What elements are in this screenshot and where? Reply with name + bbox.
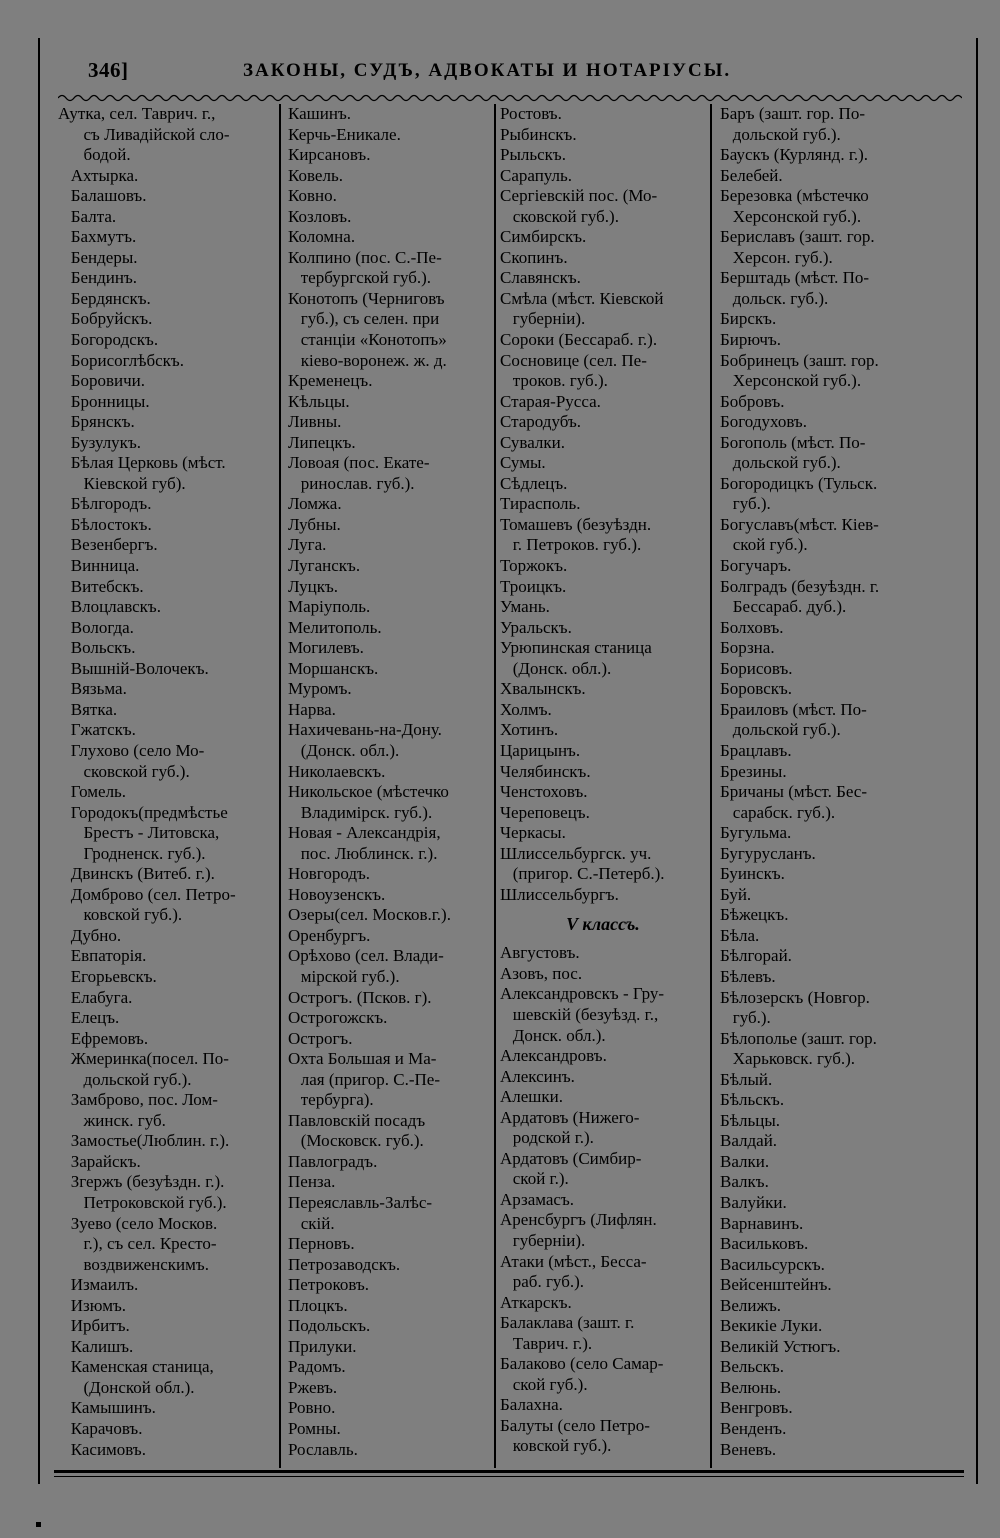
index-entry: Балахна. xyxy=(500,1395,563,1415)
index-entry: Ростовъ. xyxy=(500,104,562,123)
index-entry: Бѣлгородъ. xyxy=(58,494,152,514)
index-entry: (Донск. обл.). xyxy=(500,658,612,678)
index-entry: Владимірск. губ.). xyxy=(288,802,433,822)
index-entry: Августовъ. xyxy=(500,943,580,963)
index-entry: Ржевъ. xyxy=(288,1377,338,1397)
index-entry: Луга. xyxy=(288,535,327,555)
index-entry: Згержъ (безуѣздн. г.). xyxy=(58,1172,225,1192)
index-entry: Бѣльскъ. xyxy=(720,1090,785,1110)
index-entry: Шлиссельбургъ. xyxy=(500,884,619,904)
index-entry: Бобринецъ (зашт. гор. xyxy=(720,350,879,370)
index-entry: Ахтырка. xyxy=(58,165,139,185)
index-entry: пос. Люблинск. г.). xyxy=(288,843,438,863)
index-entry: Сѣдлецъ. xyxy=(500,473,568,493)
index-entry: Могилевъ. xyxy=(288,638,364,658)
index-entry: Муромъ. xyxy=(288,679,352,699)
index-entry: раб. губ.). xyxy=(500,1272,585,1292)
index-entry: Елецъ. xyxy=(58,1008,120,1028)
index-entry: Херсонской губ.). xyxy=(720,371,862,391)
index-entry: Бѣлый. xyxy=(720,1069,773,1089)
index-entry: Никольское (мѣстечко xyxy=(288,782,449,802)
index-entry: г.), съ сел. Кресто- xyxy=(58,1234,217,1254)
header-wavy-rule xyxy=(58,92,962,104)
index-entry: Алешки. xyxy=(500,1087,564,1107)
index-entry: Алексинъ. xyxy=(500,1066,575,1086)
index-entry: Колпино (пос. С.-Пе- xyxy=(288,247,442,267)
index-entry: Харьковск. губ.). xyxy=(720,1049,856,1069)
index-entry: Брезины. xyxy=(720,761,787,781)
index-entry: Маріуполь. xyxy=(288,597,371,617)
index-entry: Нарва. xyxy=(288,699,336,719)
index-entry: Конотопъ (Черниговъ xyxy=(288,288,445,308)
index-entry: Вышній-Волочекъ. xyxy=(58,658,209,678)
index-entry: бодой. xyxy=(58,145,131,165)
index-entry: Острогъ. (Псков. г). xyxy=(288,987,432,1007)
index-entry: Керчь-Еникале. xyxy=(288,124,401,144)
index-entry: Ковель. xyxy=(288,165,343,185)
index-entry: Ромны. xyxy=(288,1419,341,1438)
running-title: ЗАКОНЫ, СУДЪ, АДВОКАТЫ И НОТАРІУСЫ. xyxy=(243,60,732,81)
index-entry: Смѣла (мѣст. Кіевской xyxy=(500,288,664,308)
index-entry: Бирскъ. xyxy=(720,309,777,329)
index-entry: Васильсурскъ. xyxy=(720,1254,825,1274)
index-entry: Донск. обл.). xyxy=(500,1025,606,1045)
index-entry: Богородицкъ (Тульск. xyxy=(720,473,878,493)
index-entry: Симбирскъ. xyxy=(500,227,587,247)
index-entry: Оренбургъ. xyxy=(288,925,371,945)
index-entry: Скопинъ. xyxy=(500,247,568,267)
index-entry: Бѣлозерскъ (Новгор. xyxy=(720,987,870,1007)
index-entry: Кѣльцы. xyxy=(288,391,350,411)
index-entry: шевскій (безуѣзд. г., xyxy=(500,1004,659,1024)
index-entry: Кашинъ. xyxy=(288,104,351,123)
index-entry: Борзна. xyxy=(720,638,775,658)
index-entry: Сарапуль. xyxy=(500,165,573,185)
index-entry: Богородскъ. xyxy=(58,330,159,350)
index-entry: Веневъ. xyxy=(720,1439,777,1459)
index-entry: Болховъ. xyxy=(720,617,784,637)
ink-speck xyxy=(36,1522,41,1527)
index-entry: Бѣла. xyxy=(720,925,760,945)
index-entry: Замостье(Люблин. г.). xyxy=(58,1131,230,1151)
index-entry: Валуйки. xyxy=(720,1192,787,1212)
index-entry: Дубно. xyxy=(58,925,122,945)
index-entry: Векикіе Луки. xyxy=(720,1316,823,1336)
index-entry: Петроковской губ.). xyxy=(58,1192,227,1212)
index-entry: Богучаръ. xyxy=(720,556,792,576)
index-entry: Черкасы. xyxy=(500,823,566,843)
index-entry: Балашовъ. xyxy=(58,186,147,206)
index-entry: ской губ.). xyxy=(500,1374,588,1394)
index-entry: Павловскій посадъ xyxy=(288,1110,426,1130)
index-entry: губ.). xyxy=(720,494,771,514)
index-entry: Велюнь. xyxy=(720,1377,782,1397)
index-entry: Жмеринка(посел. По- xyxy=(58,1049,229,1069)
index-entry: Баускъ (Курлянд. г.). xyxy=(720,145,869,165)
index-entry: Вологда. xyxy=(58,617,134,637)
index-entry: Переяславль-Залѣс- xyxy=(288,1192,433,1212)
index-entry: Балаково (село Самар- xyxy=(500,1354,664,1374)
index-entry: воздвиженскимъ. xyxy=(58,1254,209,1274)
index-entry: Вейсенштейнъ. xyxy=(720,1275,832,1295)
index-entry: Радомъ. xyxy=(288,1357,346,1377)
index-entry: Браиловъ (мѣст. По- xyxy=(720,699,867,719)
index-entry: Бугурусланъ. xyxy=(720,843,816,863)
index-entry: Венденъ. xyxy=(720,1419,787,1438)
index-entry: дольской губ.). xyxy=(720,453,841,473)
index-entry: Шлиссельбургск. уч. xyxy=(500,843,652,863)
index-entry: Перновъ. xyxy=(288,1234,355,1254)
index-entry: Атаки (мѣст., Бесса- xyxy=(500,1251,647,1271)
index-entry: Бобровъ. xyxy=(720,391,785,411)
index-entry: тербургской губ.). xyxy=(288,268,432,288)
index-entry: Вятка. xyxy=(58,699,118,719)
index-entry: Славянскъ. xyxy=(500,268,581,288)
index-entry: Козловъ. xyxy=(288,206,352,226)
bottom-rule xyxy=(54,1470,964,1473)
index-entry: Аутка, сел. Таврич. г., xyxy=(58,104,216,123)
index-entry: Александровъ. xyxy=(500,1046,607,1066)
index-entry: Борисовъ. xyxy=(720,658,793,678)
index-entry: Валдай. xyxy=(720,1131,778,1151)
index-entry: Мелитополь. xyxy=(288,617,382,637)
index-entry: Ломжа. xyxy=(288,494,342,514)
index-entry: дольской губ.). xyxy=(720,720,841,740)
index-entry: Таврич. г.). xyxy=(500,1333,593,1353)
index-entry: Березовка (мѣстечко xyxy=(720,186,869,206)
index-entry: Богодуховъ. xyxy=(720,412,807,432)
index-entry: Ефремовъ. xyxy=(58,1028,149,1048)
index-entry: Урюпинская станица xyxy=(500,638,652,658)
index-entry: Луганскъ. xyxy=(288,556,361,576)
index-entry: губерніи). xyxy=(500,309,586,329)
bottom-rule-thin xyxy=(54,1476,964,1477)
index-entry: станціи «Конотопъ» xyxy=(288,330,447,350)
index-entry: лая (пригор. С.-Пе- xyxy=(288,1069,440,1089)
index-entry: Коломна. xyxy=(288,227,356,247)
index-entry: Каменская станица, xyxy=(58,1357,214,1377)
index-entry: Ровно. xyxy=(288,1398,336,1418)
index-entry: Хотинъ. xyxy=(500,720,559,740)
index-entry: Зарайскъ. xyxy=(58,1151,141,1171)
index-entry: Балуты (село Петро- xyxy=(500,1415,650,1435)
index-entry: Сувалки. xyxy=(500,432,566,452)
index-entry: Челябинскъ. xyxy=(500,761,591,781)
index-entry: Николаевскъ. xyxy=(288,761,386,781)
index-entry: г. Петроков. губ.). xyxy=(500,535,642,555)
index-entry: Острогъ. xyxy=(288,1028,353,1048)
index-entry: Гомель. xyxy=(58,782,127,802)
column-divider xyxy=(710,104,712,1468)
index-entry: Луцкъ. xyxy=(288,576,339,596)
index-entry: губ.). xyxy=(720,1008,771,1028)
index-entry: Петрозаводскъ. xyxy=(288,1254,401,1274)
index-entry: Великій Устюгъ. xyxy=(720,1336,841,1356)
index-entry: Гжатскъ. xyxy=(58,720,136,740)
index-entry: Ковно. xyxy=(288,186,337,206)
index-entry: Камышинъ. xyxy=(58,1398,156,1418)
index-entry: Бендеры. xyxy=(58,247,138,267)
index-entry: Ливны. xyxy=(288,412,342,432)
index-entry: Вязьма. xyxy=(58,679,127,699)
index-entry: Бессараб. дуб.). xyxy=(720,597,847,617)
index-entry: Болградъ (безуѣздн. г. xyxy=(720,576,880,596)
index-entry: Боровичи. xyxy=(58,371,146,391)
index-entry: Васильковъ. xyxy=(720,1234,809,1254)
index-entry: Сосновице (сел. Пе- xyxy=(500,350,647,370)
index-entry: съ Ливадійской сло- xyxy=(58,124,230,144)
index-entry: Херсонской губ.). xyxy=(720,206,862,226)
index-entry: (Донск. обл.). xyxy=(288,740,400,760)
index-entry: Ирбитъ. xyxy=(58,1316,130,1336)
index-entry: Бобруйскъ. xyxy=(58,309,153,329)
index-entry: Ардатовъ (Симбир- xyxy=(500,1148,642,1168)
index-entry: Брестъ - Литовска, xyxy=(58,823,220,843)
index-entry: Рыльскъ. xyxy=(500,145,566,165)
index-entry: Хвалынскъ. xyxy=(500,679,586,699)
index-entry: Карачовъ. xyxy=(58,1419,143,1438)
index-entry: Новая - Александрія, xyxy=(288,823,441,843)
index-entry: ринослав. губ.). xyxy=(288,473,415,493)
index-entry: Замброво, пос. Лом- xyxy=(58,1090,218,1110)
page-number: 346] xyxy=(88,58,129,82)
index-entry: губ.), съ селен. при xyxy=(288,309,440,329)
index-entry: Ловоая (пос. Екате- xyxy=(288,453,430,473)
index-entry: Изюмъ. xyxy=(58,1295,127,1315)
index-entry: сковской губ.). xyxy=(58,761,190,781)
index-entry: Балта. xyxy=(58,206,117,226)
index-entry: Новоузенскъ. xyxy=(288,884,386,904)
index-entry: Кіевской губ). xyxy=(58,473,186,493)
index-entry: Подольскъ. xyxy=(288,1316,371,1336)
index-entry: Берштадь (мѣст. По- xyxy=(720,268,870,288)
index-entry: сарабск. губ.). xyxy=(720,802,836,822)
index-entry: Аренсбургъ (Лифлян. xyxy=(500,1210,657,1230)
index-entry: Острогожскъ. xyxy=(288,1008,388,1028)
index-entry: Бугульма. xyxy=(720,823,792,843)
index-entry: Домброво (сел. Петро- xyxy=(58,884,236,904)
index-entry: Рославль. xyxy=(288,1439,358,1459)
index-entry: Моршанскъ. xyxy=(288,658,379,678)
index-entry: Глухово (село Мо- xyxy=(58,740,205,760)
index-entry: Пенза. xyxy=(288,1172,336,1192)
index-entry: Херсон. губ.). xyxy=(720,247,833,267)
index-entry: Измаилъ. xyxy=(58,1275,139,1295)
index-entry: Сергіевскій пос. (Мо- xyxy=(500,186,658,206)
index-entry: Бахмутъ. xyxy=(58,227,137,247)
index-entry: Бѣльцы. xyxy=(720,1110,780,1130)
index-entry: Холмъ. xyxy=(500,699,552,719)
index-entry: Богуславъ(мѣст. Кіев- xyxy=(720,514,879,534)
index-entry: ковской губ.). xyxy=(500,1436,612,1456)
index-entry: Прилуки. xyxy=(288,1336,357,1356)
index-entry: Новгородъ. xyxy=(288,864,371,884)
index-entry: Везенбергъ. xyxy=(58,535,158,555)
index-entry: Брацлавъ. xyxy=(720,740,792,760)
index-column-4 xyxy=(720,104,960,1468)
index-entry: Стародубъ. xyxy=(500,412,581,432)
index-entry: Царицынъ. xyxy=(500,740,581,760)
index-entry: тербурга). xyxy=(288,1090,374,1110)
index-entry: Рыбинскъ. xyxy=(500,124,577,144)
index-entry: Брянскъ. xyxy=(58,412,135,432)
index-entry: Бѣлая Церковь (мѣст. xyxy=(58,453,226,473)
index-entry: Орѣхово (сел. Влади- xyxy=(288,946,444,966)
index-entry: Александровскъ - Гру- xyxy=(500,984,665,1004)
index-entry: дольской губ.). xyxy=(720,124,841,144)
index-entry: Тирасполь. xyxy=(500,494,581,514)
index-entry: Томашевъ (безуѣздн. xyxy=(500,514,652,534)
index-entry: Боровскъ. xyxy=(720,679,793,699)
index-entry: Бузулукъ. xyxy=(58,432,141,452)
index-entry: Озеры(сел. Москов.г.). xyxy=(288,905,451,925)
index-entry: Сумы. xyxy=(500,453,546,473)
index-entry: Гродненск. губ.). xyxy=(58,843,206,863)
index-column-1 xyxy=(58,104,276,1468)
index-entry: скій. xyxy=(288,1213,335,1233)
column-divider xyxy=(494,104,496,1468)
index-entry: Баръ (зашт. гор. По- xyxy=(720,104,865,123)
index-entry: Валки. xyxy=(720,1151,770,1171)
index-entry: Бѣлостокъ. xyxy=(58,514,152,534)
index-entry: Торжокъ. xyxy=(500,556,568,576)
index-entry: Богополь (мѣст. По- xyxy=(720,432,866,452)
index-entry: ковской губ.). xyxy=(58,905,183,925)
index-entry: Касимовъ. xyxy=(58,1439,146,1459)
index-column-2 xyxy=(288,104,494,1468)
index-entry: Венгровъ. xyxy=(720,1398,793,1418)
index-entry: сковской губ.). xyxy=(500,206,619,226)
index-entry: Буй. xyxy=(720,884,752,904)
index-entry: Бѣлевъ. xyxy=(720,966,776,986)
index-entry: Аткарскъ. xyxy=(500,1292,572,1312)
index-entry: Павлоградъ. xyxy=(288,1151,378,1171)
index-entry: губерніи). xyxy=(500,1230,586,1250)
index-entry: Лубны. xyxy=(288,514,341,534)
index-entry: Влоцлавскъ. xyxy=(58,597,161,617)
index-entry: Белебей. xyxy=(720,165,783,185)
index-entry: троков. губ.). xyxy=(500,371,608,391)
index-entry: Плоцкъ. xyxy=(288,1295,348,1315)
index-entry: мірской губ.). xyxy=(288,966,400,986)
index-entry: Бричаны (мѣст. Бес- xyxy=(720,782,868,802)
page-header xyxy=(88,58,948,90)
column-divider xyxy=(279,104,281,1468)
index-entry: Валкъ. xyxy=(720,1172,769,1192)
index-entry: Бирючъ. xyxy=(720,330,782,350)
index-entry: Охта Большая и Ма- xyxy=(288,1049,437,1069)
index-entry: Бендинъ. xyxy=(58,268,138,288)
index-entry: Варнавинъ. xyxy=(720,1213,804,1233)
index-column-3 xyxy=(500,104,706,1468)
index-entry: (пригор. С.-Петерб.). xyxy=(500,864,665,884)
index-entry: Бѣлополье (зашт. гор. xyxy=(720,1028,877,1048)
index-entry: родской г.). xyxy=(500,1128,594,1148)
index-entry: ской губ.). xyxy=(720,535,808,555)
index-entry: Зуево (село Москов. xyxy=(58,1213,218,1233)
index-entry: Егорьевскъ. xyxy=(58,966,157,986)
index-entry: Ченстоховъ. xyxy=(500,782,588,802)
index-entry: ской г.). xyxy=(500,1169,569,1189)
index-entry: Липецкъ. xyxy=(288,432,356,452)
index-entry: Елабуга. xyxy=(58,987,133,1007)
index-entry: Евпаторія. xyxy=(58,946,147,966)
index-entry: Кирсановъ. xyxy=(288,145,371,165)
index-entry: Сороки (Бессараб. г.). xyxy=(500,330,658,350)
index-entry: Буинскъ. xyxy=(720,864,785,884)
index-entry: Азовъ, пос. xyxy=(500,963,583,983)
index-entry: Балаклава (зашт. г. xyxy=(500,1313,635,1333)
index-entry: Борисоглѣбскъ. xyxy=(58,350,184,370)
index-entry: Городокъ(предмѣстье xyxy=(58,802,228,822)
index-entry: Винница. xyxy=(58,556,140,576)
index-entry: Вельскъ. xyxy=(720,1357,784,1377)
index-entry: дольск. губ.). xyxy=(720,288,829,308)
index-entry: Арзамасъ. xyxy=(500,1189,575,1209)
index-entry: Старая-Русса. xyxy=(500,391,601,411)
index-entry: Умань. xyxy=(500,597,550,617)
index-entry: Нахичевань-на-Дону. xyxy=(288,720,442,740)
index-entry: Двинскъ (Витеб. г.). xyxy=(58,864,215,884)
index-entry: Бѣлгорай. xyxy=(720,946,792,966)
index-entry: Троицкъ. xyxy=(500,576,567,596)
index-entry: Бериславъ (зашт. гор. xyxy=(720,227,875,247)
index-entry: кіево-воронеж. ж. д. xyxy=(288,350,447,370)
index-entry: Бѣжецкъ. xyxy=(720,905,789,925)
index-entry: Бердянскъ. xyxy=(58,288,151,308)
index-entry: Уральскъ. xyxy=(500,617,572,637)
index-entry: Череповецъ. xyxy=(500,802,590,822)
index-entry: Петроковъ. xyxy=(288,1275,369,1295)
index-entry: (Донской обл.). xyxy=(58,1377,195,1397)
index-entry: Кременецъ. xyxy=(288,371,373,391)
index-entry: (Московск. губ.). xyxy=(288,1131,424,1151)
section-heading: V классъ. xyxy=(566,914,640,935)
index-entry: Вольскъ. xyxy=(58,638,136,658)
index-entry: Ардатовъ (Нижего- xyxy=(500,1107,640,1127)
index-entry: Велижъ. xyxy=(720,1295,782,1315)
index-entry: Бронницы. xyxy=(58,391,150,411)
index-entry: Витебскъ. xyxy=(58,576,144,596)
index-entry: Калишъ. xyxy=(58,1336,134,1356)
index-entry: дольской губ.). xyxy=(58,1069,192,1089)
index-entry: жинск. губ. xyxy=(58,1110,166,1130)
